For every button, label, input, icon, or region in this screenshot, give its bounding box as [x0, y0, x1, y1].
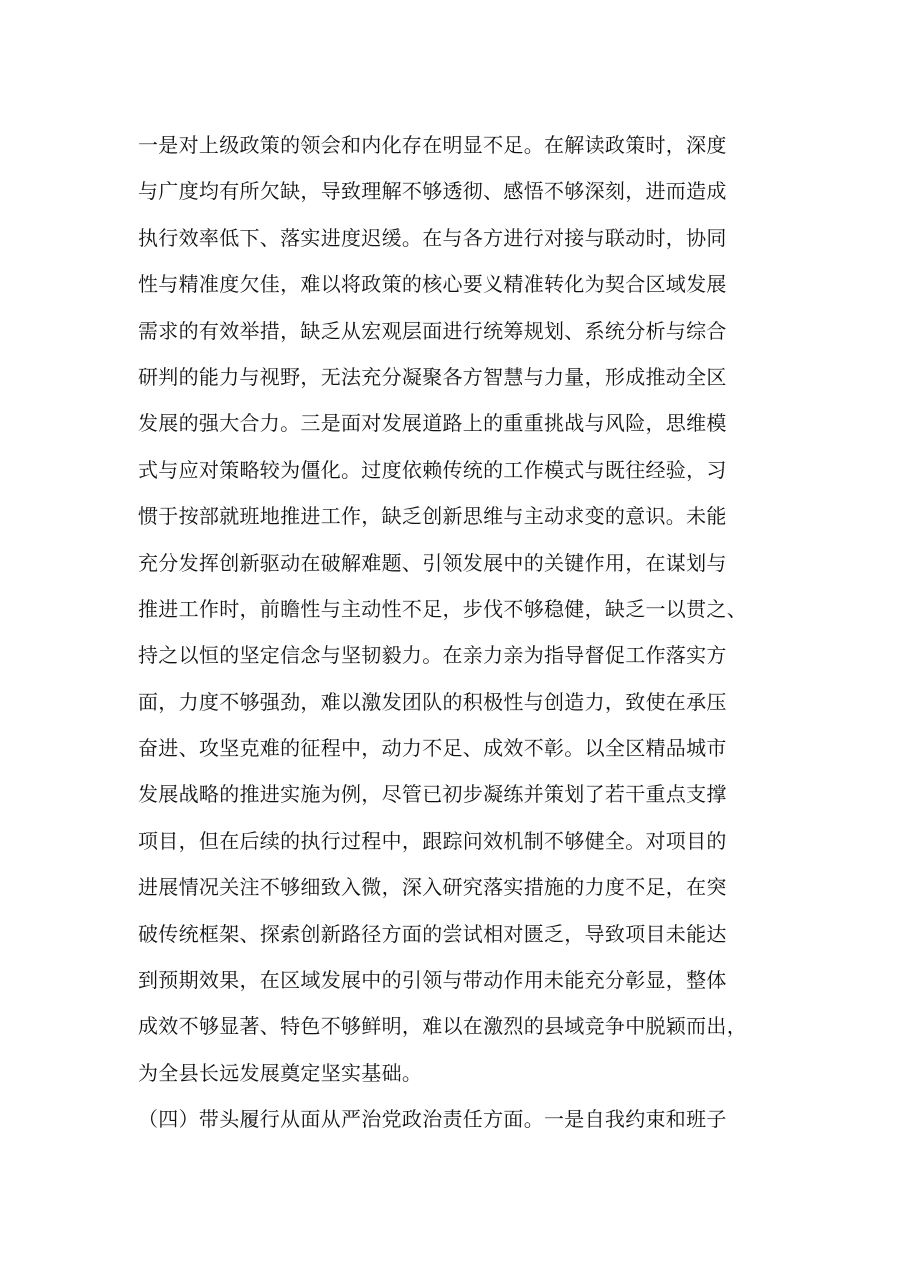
text-line: 持之以恒的坚定信念与坚韧毅力。在亲力亲为指导督促工作落实方: [138, 643, 727, 668]
text-line: 项目，但在后续的执行过程中，跟踪问效机制不够健全。对项目的: [138, 828, 727, 853]
text-line: 推进工作时，前瞻性与主动性不足，步伐不够稳健，缺乏一以贯之、: [138, 596, 747, 621]
text-line: 性与精准度欠佳，难以将政策的核心要义精准转化为契合区域发展: [138, 272, 727, 297]
text-line: 面，力度不够强劲，难以激发团队的积极性与创造力，致使在承压: [138, 689, 727, 714]
text-line: 发展战略的推进实施为例，尽管已初步凝练并策划了若干重点支撑: [138, 782, 727, 807]
text-line: 执行效率低下、落实进度迟缓。在与各方进行对接与联动时，协同: [138, 225, 727, 250]
section-heading-line: （四）带头履行从面从严治党政治责任方面。一是自我约束和班子: [138, 1107, 727, 1132]
text-line: 奋进、攻坚克难的征程中，动力不足、成效不彰。以全区精品城市: [138, 736, 727, 761]
text-line: 与广度均有所欠缺，导致理解不够透彻、感悟不够深刻，进而造成: [138, 179, 727, 204]
body-text: [138, 122, 798, 1143]
text-line: 破传统框架、探索创新路径方面的尝试相对匮乏，导致项目未能达: [138, 921, 727, 946]
text-line: 一是对上级政策的领会和内化存在明显不足。在解读政策时，深度: [138, 133, 727, 157]
text-line: 需求的有效举措，缺乏从宏观层面进行统筹规划、系统分析与综合: [138, 318, 727, 343]
text-line: 进展情况关注不够细致入微，深入研究落实措施的力度不足，在突: [138, 875, 727, 900]
text-line: 到预期效果，在区域发展中的引领与带动作用未能充分彰显，整体: [138, 968, 727, 993]
text-line: 为全县长远发展奠定坚实基础。: [138, 1060, 423, 1085]
text-line: 发展的强大合力。三是面对发展道路上的重重挑战与风险，思维模: [138, 411, 727, 436]
text-line: 研判的能力与视野，无法充分凝聚各方智慧与力量，形成推动全区: [138, 364, 727, 389]
text-line: 成效不够显著、特色不够鲜明，难以在激烈的县域竞争中脱颖而出，: [138, 1014, 747, 1039]
text-line: 充分发挥创新驱动在破解难题、引领发展中的关键作用，在谋划与: [138, 550, 727, 575]
text-line: 式与应对策略较为僵化。过度依赖传统的工作模式与既往经验，习: [138, 457, 727, 482]
text-line: 惯于按部就班地推进工作，缺乏创新思维与主动求变的意识。未能: [138, 504, 727, 529]
